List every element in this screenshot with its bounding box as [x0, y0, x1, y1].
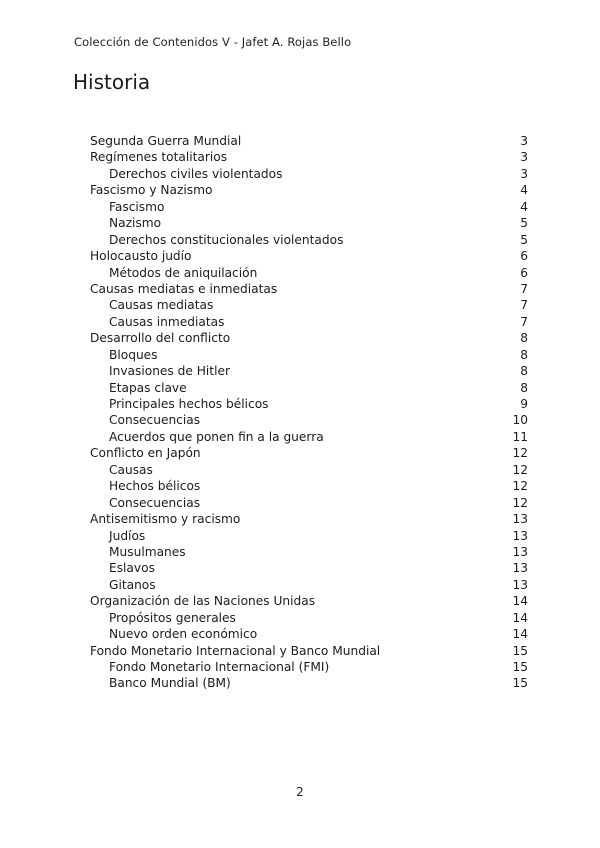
toc-entry-label: Etapas clave — [109, 380, 187, 395]
toc-entry-page: 13 — [512, 577, 528, 592]
toc-entry-label: Fascismo — [109, 199, 165, 214]
toc-entry-label: Derechos constitucionales violentados — [109, 232, 344, 247]
toc-entry-page: 8 — [520, 331, 528, 346]
toc-entry[interactable] — [90, 560, 528, 576]
toc-entry-page: 13 — [512, 512, 528, 527]
toc-entry-page: 14 — [512, 610, 528, 625]
toc-entry[interactable] — [90, 577, 528, 593]
toc-entry-label: Nazismo — [109, 216, 162, 231]
toc-entry-label: Nuevo orden económico — [109, 627, 258, 642]
toc-entry-label: Holocausto judío — [90, 249, 192, 264]
toc-entry-label: Gitanos — [109, 577, 156, 592]
toc-entry-page: 12 — [512, 446, 528, 461]
toc-entry[interactable] — [90, 528, 528, 544]
toc-entry-page: 3 — [520, 150, 528, 165]
toc-entry-page: 4 — [520, 183, 528, 198]
toc-entry[interactable] — [90, 380, 528, 396]
toc-entry-page: 8 — [520, 347, 528, 362]
toc-entry[interactable] — [90, 462, 528, 478]
toc-entry-page: 8 — [520, 364, 528, 379]
toc-entry[interactable] — [90, 166, 528, 182]
toc-entry-page: 7 — [520, 314, 528, 329]
toc-entry[interactable] — [90, 412, 528, 428]
toc-entry[interactable] — [90, 593, 528, 609]
toc-entry[interactable] — [90, 626, 528, 642]
toc-entry-page: 13 — [512, 544, 528, 559]
toc-entry[interactable] — [90, 347, 528, 363]
toc-entry-label: Derechos civiles violentados — [109, 166, 283, 181]
table-of-contents — [90, 133, 528, 692]
toc-entry-page: 15 — [512, 643, 528, 658]
running-header: Colección de Contenidos V - Jafet A. Rojas Bello — [74, 35, 352, 49]
toc-entry-page: 14 — [512, 627, 528, 642]
toc-entry[interactable] — [90, 297, 528, 313]
toc-entry-page: 6 — [520, 249, 528, 264]
toc-entry-page: 6 — [520, 265, 528, 280]
toc-entry-page: 12 — [512, 462, 528, 477]
toc-entry[interactable] — [90, 544, 528, 560]
toc-entry-page: 12 — [512, 495, 528, 510]
toc-entry-label: Segunda Guerra Mundial — [90, 134, 242, 148]
toc-entry[interactable] — [90, 429, 528, 445]
toc-entry-label: Causas mediatas — [109, 298, 214, 313]
toc-entry-page: 8 — [520, 380, 528, 395]
toc-entry-label: Acuerdos que ponen fin a la guerra — [109, 429, 324, 444]
toc-entry-page: 4 — [520, 199, 528, 214]
toc-entry-page: 9 — [520, 397, 528, 411]
toc-entry-label: Judíos — [109, 528, 146, 543]
toc-entry[interactable] — [90, 248, 528, 264]
toc-entry-label: Organización de las Naciones Unidas — [90, 594, 316, 609]
toc-entry-label: Regímenes totalitarios — [90, 150, 228, 165]
toc-entry-page: 15 — [512, 676, 528, 691]
toc-entry[interactable] — [90, 149, 528, 165]
toc-entry[interactable] — [90, 445, 528, 461]
page-number: 2 — [296, 785, 304, 799]
toc-entry-page: 3 — [520, 134, 528, 148]
toc-entry[interactable] — [90, 478, 528, 494]
toc-entry[interactable] — [90, 265, 528, 281]
toc-entry-label: Banco Mundial (BM) — [109, 676, 231, 691]
page-title: Historia — [73, 70, 151, 94]
toc-entry-label: Causas mediatas e inmediatas — [90, 281, 278, 296]
toc-entry-page: 12 — [512, 479, 528, 494]
toc-entry[interactable] — [90, 610, 528, 626]
toc-entry-label: Consecuencias — [109, 413, 201, 428]
toc-entry[interactable] — [90, 199, 528, 215]
toc-entry-label: Hechos bélicos — [109, 479, 201, 494]
toc-entry-page: 11 — [512, 429, 528, 444]
toc-entry[interactable] — [90, 643, 528, 659]
toc-entry-label: Causas — [109, 462, 153, 477]
toc-entry-label: Fascismo y Nazismo — [90, 183, 213, 198]
toc-entry[interactable] — [90, 215, 528, 231]
toc-entry[interactable] — [90, 495, 528, 511]
toc-entry-page: 14 — [512, 594, 528, 609]
toc-entry-label: Eslavos — [109, 561, 155, 576]
toc-entry-label: Conflicto en Japón — [90, 446, 201, 461]
toc-entry-page: 5 — [520, 232, 528, 247]
toc-entry-page: 7 — [520, 281, 528, 296]
toc-entry[interactable] — [90, 659, 528, 675]
toc-entry-label: Musulmanes — [109, 544, 186, 559]
toc-entry[interactable] — [90, 314, 528, 330]
toc-entry-page: 13 — [512, 528, 528, 543]
toc-entry-page: 15 — [512, 660, 528, 674]
toc-entry-label: Invasiones de Hitler — [109, 364, 230, 379]
toc-entry-label: Métodos de aniquilación — [109, 265, 258, 280]
toc-entry-label: Propósitos generales — [109, 610, 236, 625]
toc-entry-page: 13 — [512, 561, 528, 576]
toc-entry[interactable] — [90, 675, 528, 691]
toc-entry-label: Bloques — [109, 347, 158, 362]
toc-entry[interactable] — [90, 363, 528, 379]
toc-entry[interactable] — [90, 281, 528, 297]
toc-entry[interactable] — [90, 133, 528, 149]
toc-entry-label: Desarrollo del conflicto — [90, 331, 231, 346]
toc-entry[interactable] — [90, 330, 528, 346]
toc-entry[interactable] — [90, 182, 528, 198]
toc-entry-page: 7 — [520, 298, 528, 313]
toc-entry-label: Fondo Monetario Internacional y Banco Mundial — [90, 643, 381, 658]
toc-entry-page: 10 — [512, 413, 528, 428]
toc-entry[interactable] — [90, 232, 528, 248]
toc-entry-label: Antisemitismo y racismo — [90, 512, 241, 527]
toc-entry[interactable] — [90, 511, 528, 527]
toc-entry-label: Principales hechos bélicos — [109, 397, 269, 411]
toc-entry-page: 3 — [520, 166, 528, 181]
toc-entry-label: Fondo Monetario Internacional (FMI) — [109, 660, 330, 674]
toc-entry-page: 5 — [520, 216, 528, 231]
toc-entry[interactable] — [90, 396, 528, 412]
toc-entry-label: Causas inmediatas — [109, 314, 225, 329]
toc-entry-label: Consecuencias — [109, 495, 201, 510]
